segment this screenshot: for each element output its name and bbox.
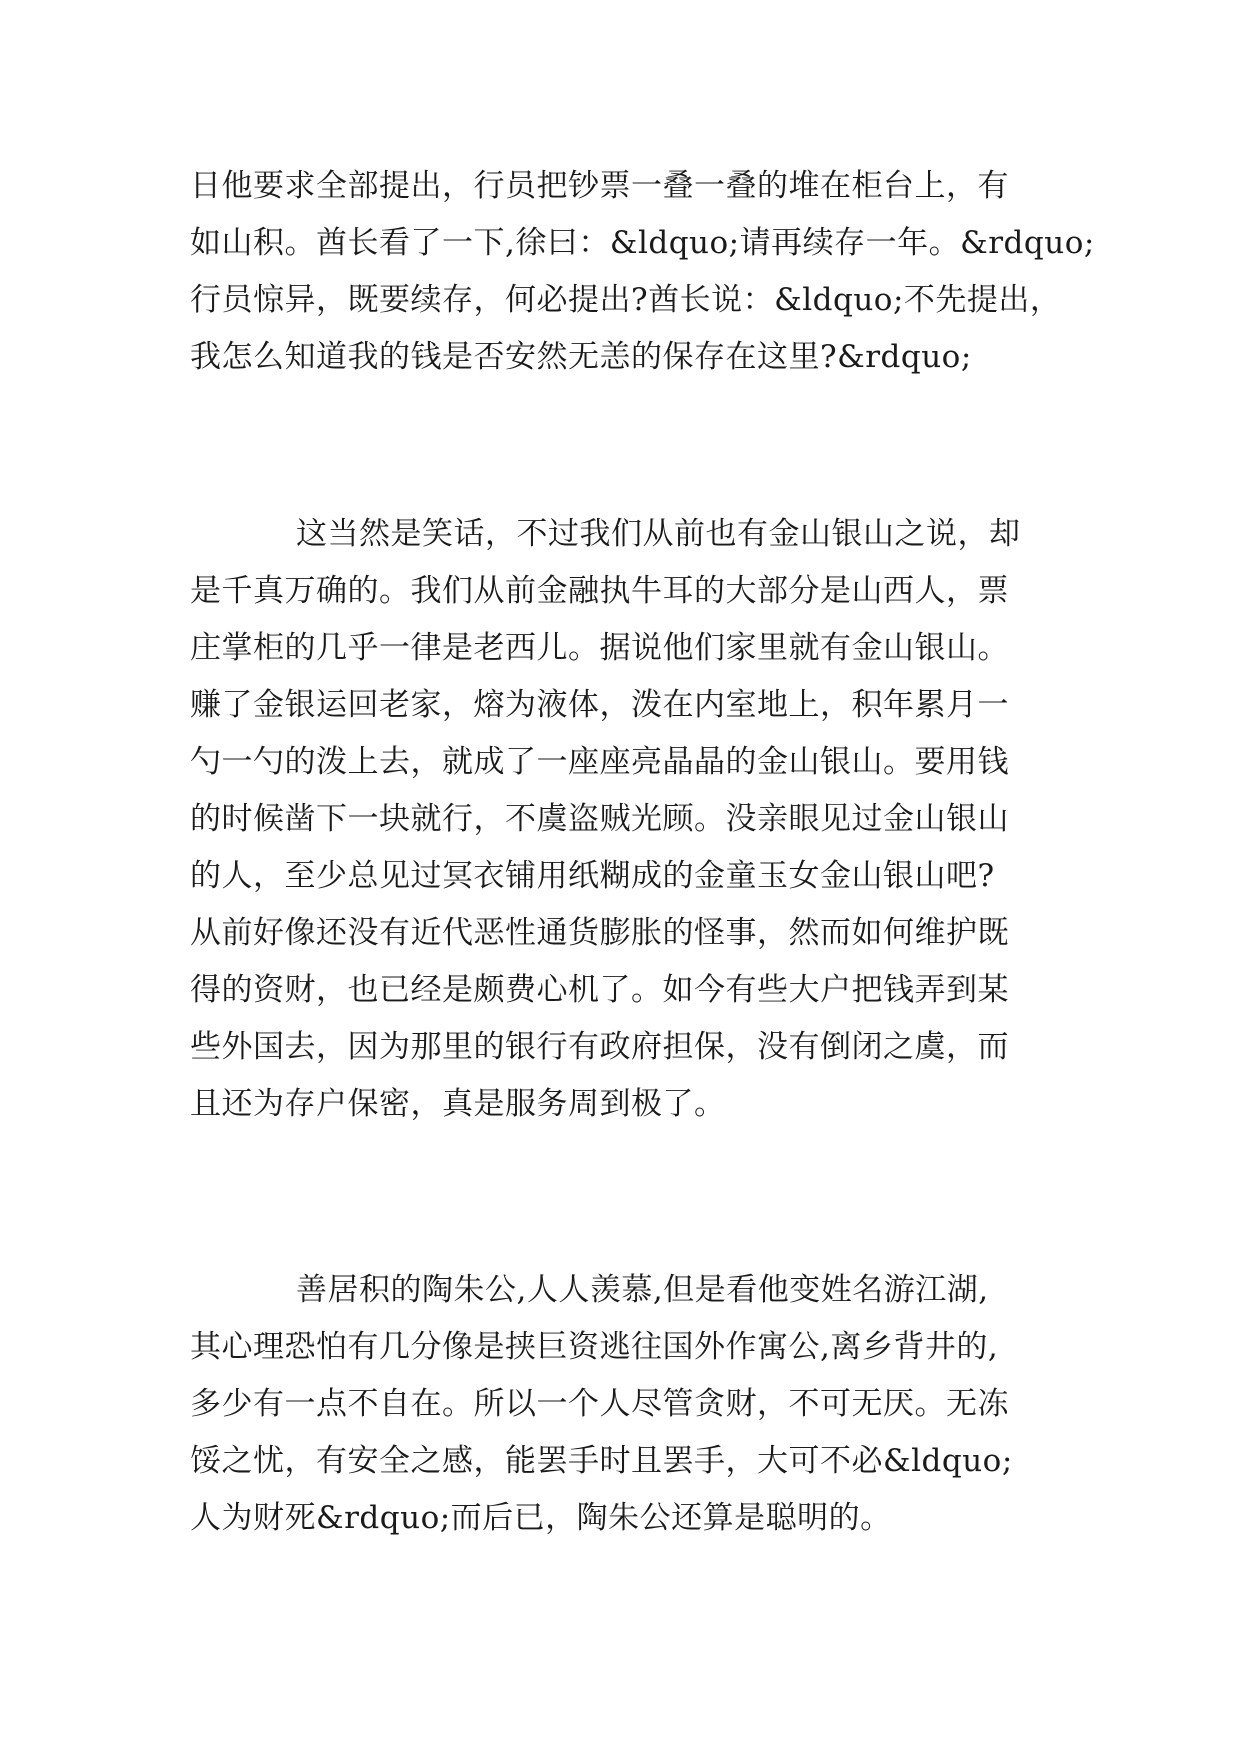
paragraph-line: 从前好像还没有近代恶性通货膨胀的怪事，然而如何维护既 (190, 915, 1009, 951)
paragraph-3 (190, 1262, 1013, 1547)
paragraph-line: 我怎么知道我的钱是否安然无恙的保存在这里?&rdquo; (190, 339, 972, 375)
paragraph-line: 赚了金银运回老家，熔为液体，泼在内室地上，积年累月一 (190, 687, 1009, 723)
paragraph-line: 庄掌柜的几乎一律是老西儿。据说他们家里就有金山银山。 (190, 630, 1009, 666)
paragraph-line: 如山积。酋长看了一下,徐曰：&ldquo;请再续存一年。&rdquo; (190, 225, 1095, 261)
paragraph-line: 是千真万确的。我们从前金融执牛耳的大部分是山西人，票 (190, 573, 1009, 609)
paragraph-line: 多少有一点不自在。所以一个人尽管贪财，不可无厌。无冻 (190, 1386, 1009, 1422)
paragraph-line: 日他要求全部提出，行员把钞票一叠一叠的堆在柜台上，有 (190, 168, 1009, 204)
paragraph-line: 勺一勺的泼上去，就成了一座座亮晶晶的金山银山。要用钱 (190, 744, 1009, 780)
paragraph-line: 行员惊异，既要续存，何必提出?酋长说：&ldquo;不先提出， (190, 282, 1062, 318)
paragraph-2 (190, 506, 1021, 1133)
paragraph-line: 些外国去，因为那里的银行有政府担保，没有倒闭之虞，而 (190, 1029, 1009, 1065)
paragraph-line: 的时候凿下一块就行，不虞盗贼光顾。没亲眼见过金山银山 (190, 801, 1009, 837)
paragraph-line: 其心理恐怕有几分像是挟巨资逃往国外作寓公,离乡背井的, (190, 1329, 999, 1365)
paragraph-line: 得的资财，也已经是颇费心机了。如今有些大户把钱弄到某 (190, 972, 1009, 1008)
paragraph-line: 的人，至少总见过冥衣铺用纸糊成的金童玉女金山银山吧? (190, 858, 995, 894)
paragraph-line: 人为财死&rdquo;而后已，陶朱公还算是聪明的。 (190, 1500, 892, 1536)
paragraph-first-line: 这当然是笑话，不过我们从前也有金山银山之说，却 (296, 516, 1021, 552)
paragraph-first-line: 善居积的陶朱公,人人羡慕,但是看他变姓名游江湖, (296, 1272, 989, 1308)
paragraph-line: 馁之忧，有安全之感，能罢手时且罢手，大可不必&ldquo; (190, 1443, 1013, 1479)
paragraph-1 (190, 158, 1095, 386)
paragraph-line: 且还为存户保密，真是服务周到极了。 (190, 1086, 726, 1122)
